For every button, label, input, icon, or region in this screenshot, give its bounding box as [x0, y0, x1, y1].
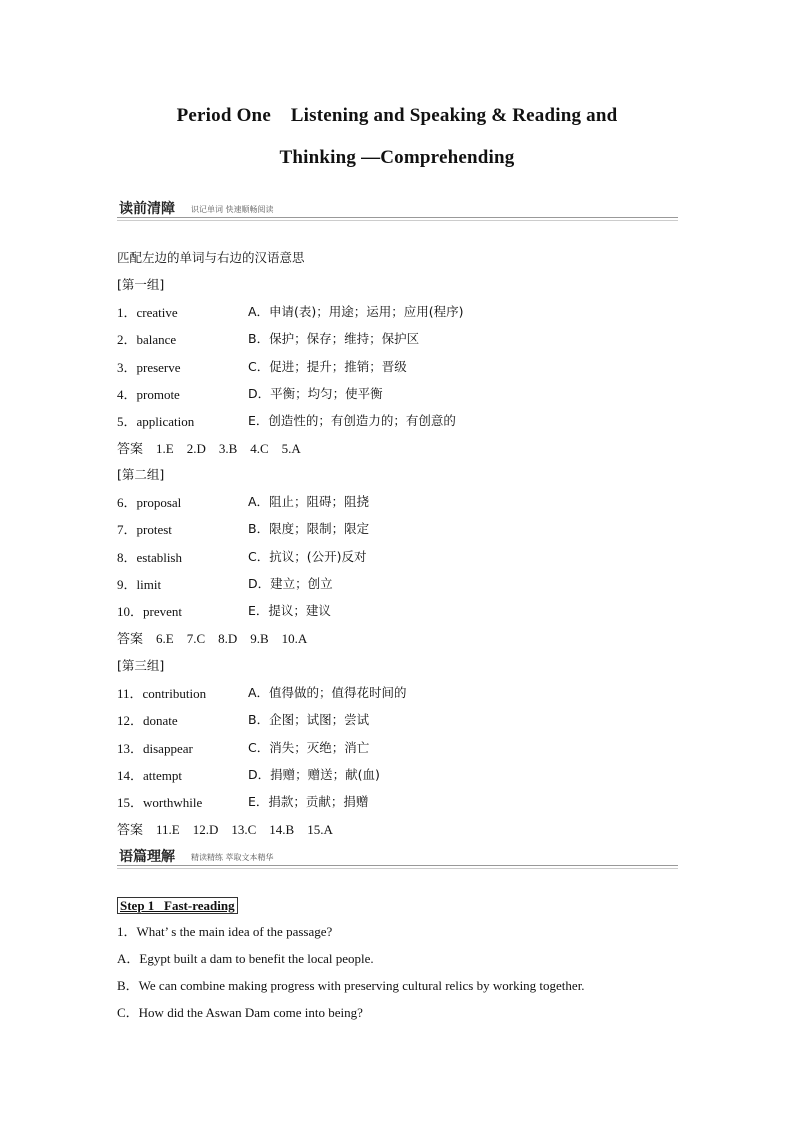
- vocab-meaning: A．阻止；阻碍；阻挠: [248, 494, 370, 510]
- section-sublabel: 识记单词 快速顺畅阅读: [191, 205, 274, 214]
- vocab-word: 15．worthwhile: [117, 795, 203, 810]
- section-label: 语篇理解: [119, 849, 175, 865]
- vocab-word: 1．creative: [117, 305, 178, 321]
- step1-option-a: A．Egypt built a dam to benefit the local people.: [117, 951, 374, 966]
- vocab-meaning: B．企图；试图；尝试: [248, 712, 370, 728]
- step1-option-c: C．How did the Aswan Dam come into being?: [117, 1005, 363, 1020]
- vocab-word: 6．proposal: [117, 495, 182, 511]
- step1-question: 1．What’ s the main idea of the passage?: [117, 924, 333, 939]
- vocab-meaning: E．提议；建议: [248, 603, 331, 618]
- group-heading: [第一组]: [117, 277, 165, 292]
- step1-option-b: B．We can combine making progress with preserving cultural relics by working together.: [117, 978, 585, 993]
- vocab-word: 10．prevent: [117, 604, 182, 619]
- section-rule-thin: [117, 868, 678, 869]
- section-label: 读前清障: [119, 201, 175, 217]
- vocab-meaning: E．创造性的；有创造力的；有创意的: [248, 413, 456, 428]
- vocab-meaning: E．捐款；贡献；捐赠: [248, 794, 369, 809]
- group-heading: [第三组]: [117, 658, 165, 673]
- page-title-line-2: Thinking —Comprehending: [279, 147, 515, 168]
- step1-heading: Step 1 Fast-reading: [117, 897, 238, 914]
- vocab-word: 5．application: [117, 414, 195, 429]
- vocab-word: 8．establish: [117, 549, 182, 565]
- vocab-word: 7．protest: [117, 522, 172, 538]
- vocab-meaning: C．抗议；(公开)反对: [248, 548, 367, 564]
- answer-key: 答案 6.E 7.C 8.D 9.B 10.A: [117, 631, 308, 647]
- page-title-line-1: Period One Listening and Speaking & Reading and: [176, 105, 618, 126]
- section-sublabel: 精读精练 萃取文本精华: [191, 853, 274, 862]
- answer-key: 答案 1.E 2.D 3.B 4.C 5.A: [117, 441, 301, 457]
- vocab-meaning: D．平衡；均匀；使平衡: [248, 385, 383, 401]
- vocab-meaning: C．消失；灭绝；消亡: [248, 739, 370, 755]
- section-rule-thin: [117, 220, 678, 221]
- vocab-meaning: B．保护；保存；维持；保护区: [248, 331, 420, 347]
- vocab-word: 4．promote: [117, 386, 180, 402]
- vocab-meaning: D．捐赠；赠送；献(血): [248, 766, 380, 782]
- group-heading: [第二组]: [117, 467, 165, 482]
- vocab-word: 3．preserve: [117, 359, 181, 375]
- vocab-word: 11．contribution: [117, 686, 207, 702]
- section-header-reading: [117, 846, 678, 868]
- vocab-meaning: B．限度；限制；限定: [248, 521, 370, 537]
- vocab-word: 12．donate: [117, 713, 178, 729]
- section-rule: [117, 217, 678, 218]
- section-rule: [117, 865, 678, 866]
- vocab-meaning: C．促进；提升；推销；晋级: [248, 358, 407, 374]
- vocab-meaning: D．建立；创立: [248, 575, 333, 591]
- vocab-meaning: A．值得做的；值得花时间的: [248, 685, 407, 701]
- section-header-pre-reading: [117, 198, 678, 220]
- vocab-word: 2．balance: [117, 332, 177, 348]
- instruction: 匹配左边的单词与右边的汉语意思: [117, 250, 305, 265]
- answer-key: 答案 11.E 12.D 13.C 14.B 15.A: [117, 822, 333, 838]
- vocab-word: 9．limit: [117, 576, 162, 592]
- vocab-word: 13．disappear: [117, 740, 193, 756]
- vocab-word: 14．attempt: [117, 767, 182, 783]
- vocab-meaning: A．申请(表)；用途；运用；应用(程序): [248, 304, 464, 320]
